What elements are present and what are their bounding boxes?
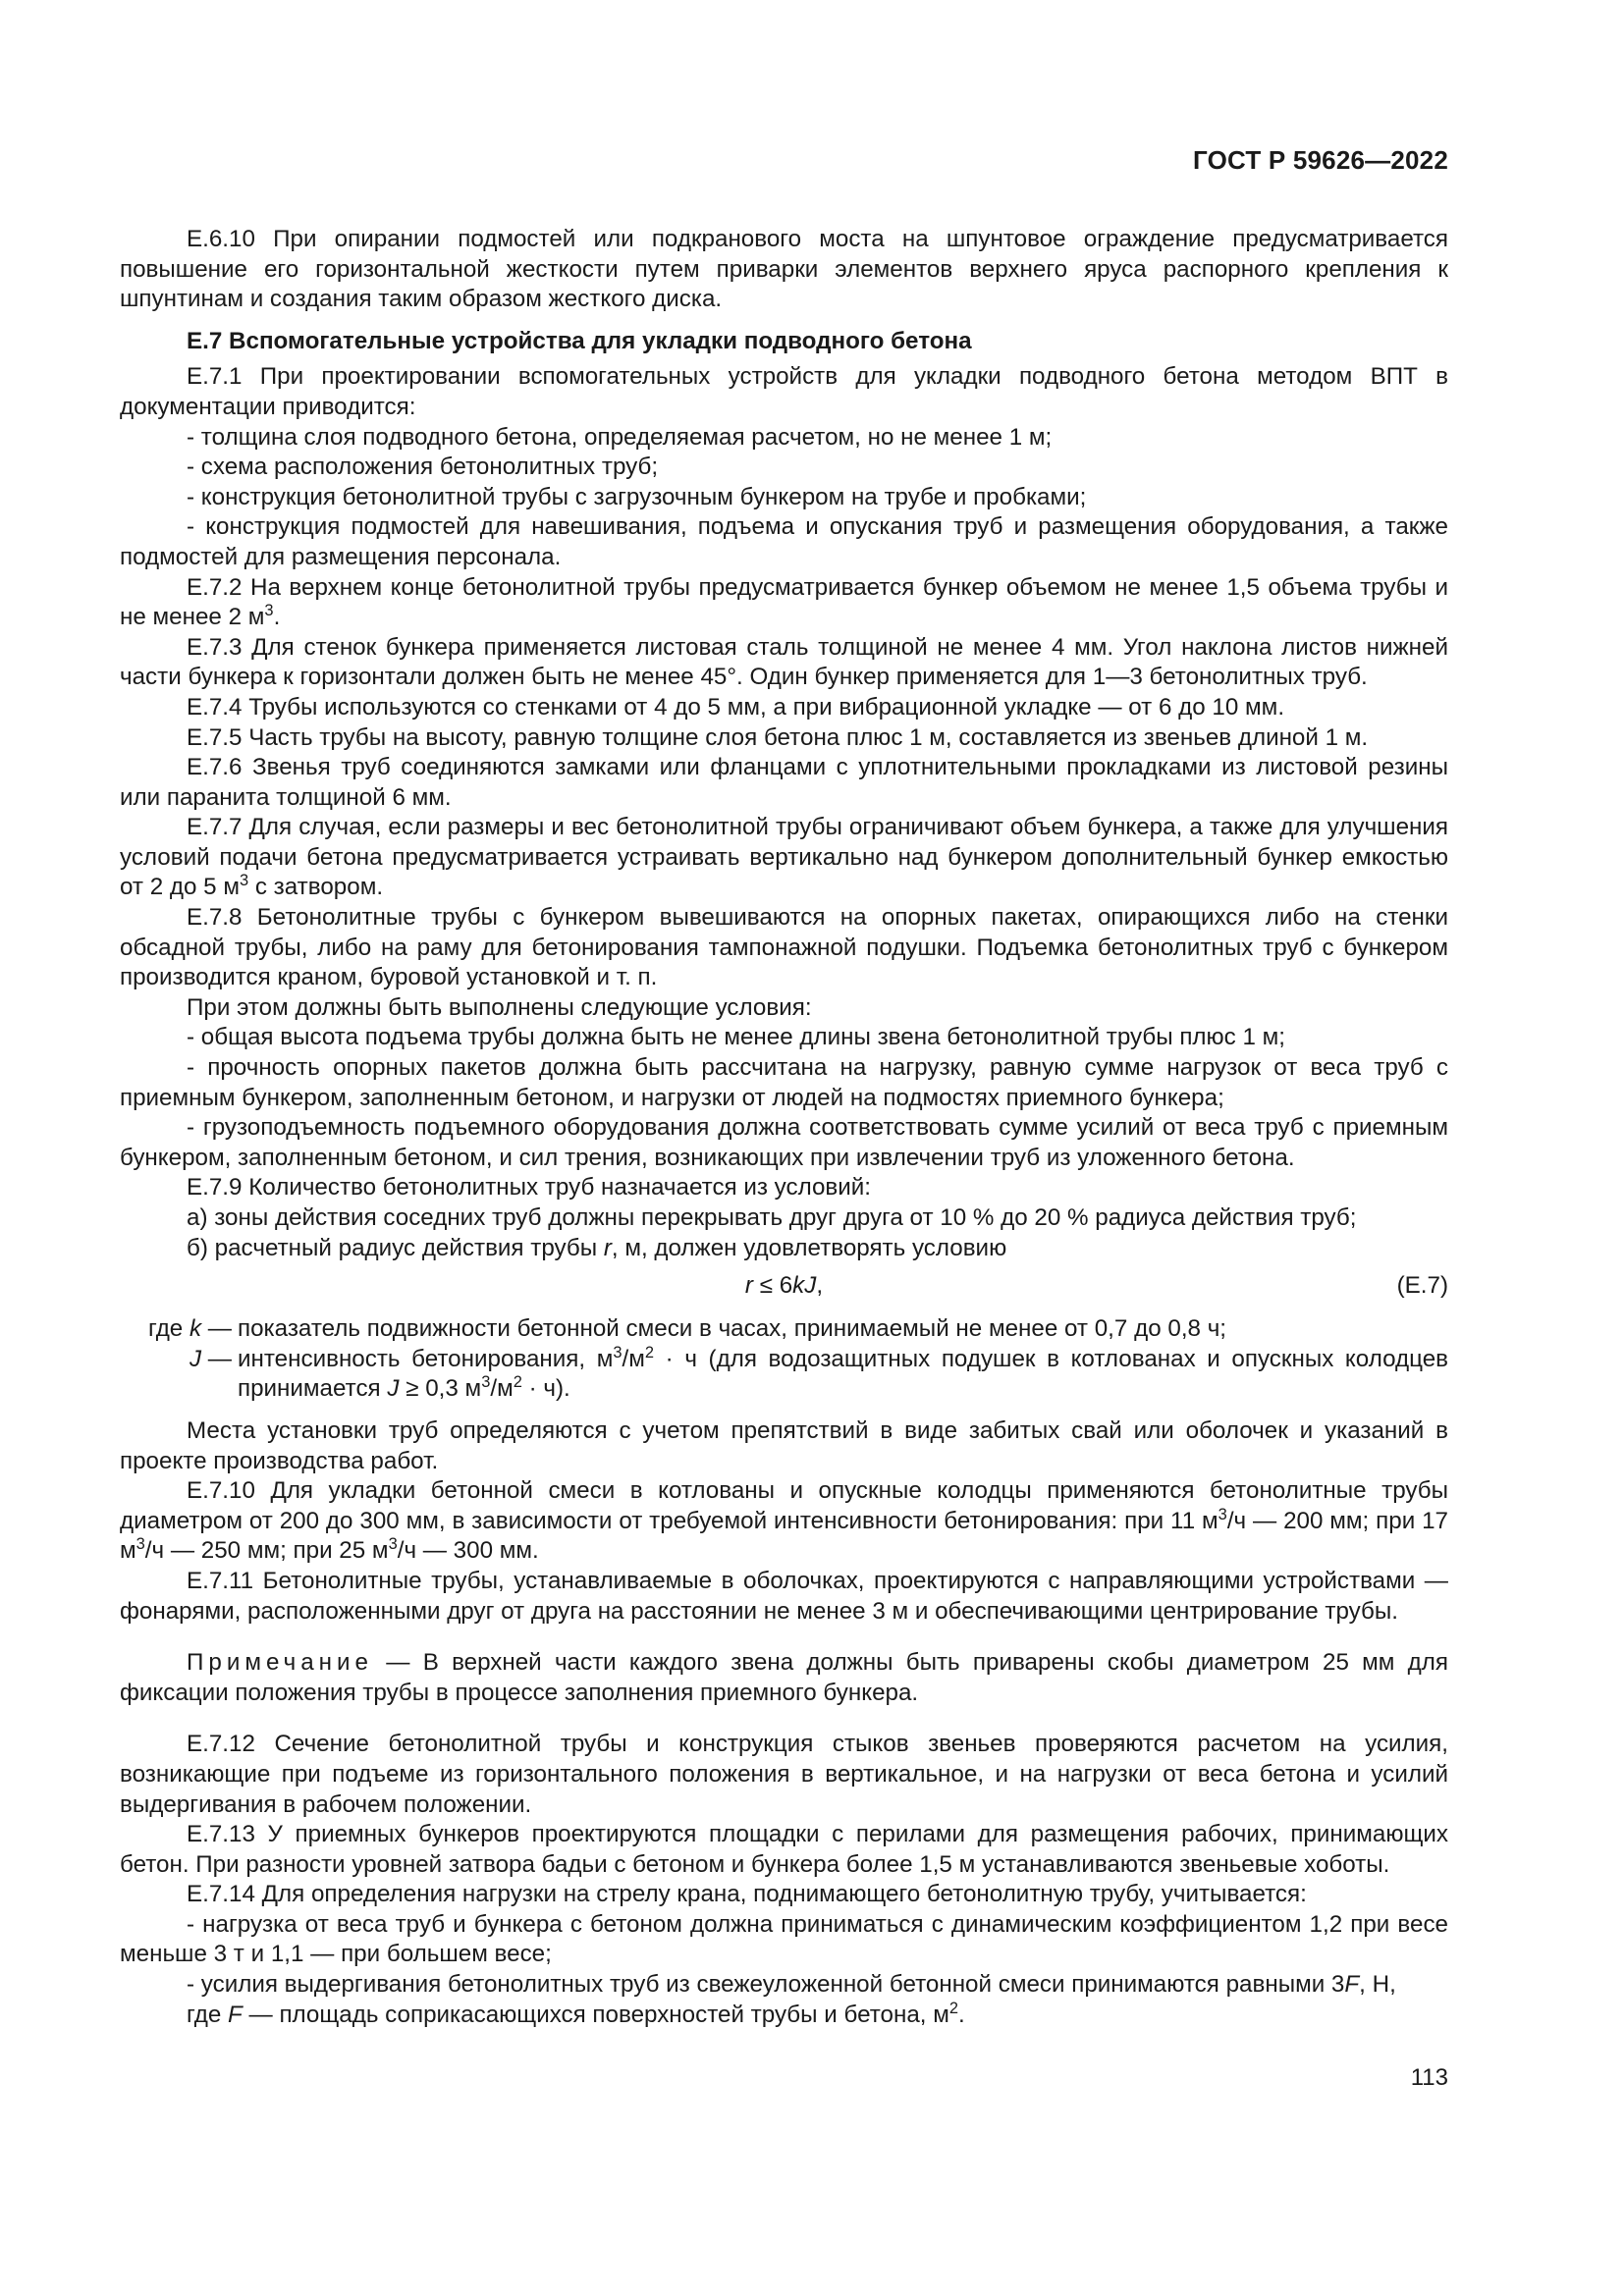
list-item: где F — площадь соприкасающихся поверхностей трубы и бетона, $м^2$. [187,1999,965,2028]
paragraph-e712: Е.7.12 Сечение бетонолитной трубы и конструкция стыков звеньев проверяются расчетом на усилия, возникающие при подъеме из горизонтального положения в вертикальное, и на нагрузки от веса бетона и усилий выдергивания в рабочем положении. [120,1731,1448,1818]
paragraph-e711: Е.7.11 Бетонолитные трубы, устанавливаемые в оболочках, проектируются с направляющими устройствами — фонарями, расположенными друг от друга на расстоянии не менее 3 м и обеспечивающими центрирование трубы. [120,1567,1448,1625]
list-item: - усилия выдергивания бетонолитных труб из свежеуложенной бетонной смеси принимаются равными 3F, Н, [187,1971,1396,1999]
paragraph-e78: Е.7.8 Бетонолитные трубы с бункером вывешиваются на опорных пакетах, опирающихся либо на стенки обсадной трубы, либо на раму для бетонирования тампонажной подушки. Подъемка бетонолитных труб с бункером производится краном, буровой установкой и т. п. [120,904,1448,991]
list-item: - нагрузка от веса труб и бункера с бетоном должна приниматься с динамическим коэффициентом 1,2 при весе меньше 3 т и 1,1 — при большем весе; [120,1910,1448,1968]
paragraph-e79: Е.7.9 Количество бетонолитных труб назначается из условий: [187,1174,872,1201]
formula-legend [120,1314,1448,1405]
paragraph-e73: Е.7.3 Для стенок бункера применяется листовая сталь толщиной не менее 4 мм. Угол наклона листов нижней части бункера к горизонтали должен быть не менее 45°. Один бункер применяется для 1—3 бетонолитных труб. [120,633,1448,691]
paragraph-e72: Е.7.2 На верхнем конце бетонолитной трубы предусматривается бункер объемом не менее 1,5 объема трубы и не менее 2 $м^3$. [120,573,1448,631]
note-label: Примечание [187,1649,373,1677]
paragraph-e714: Е.7.14 Для определения нагрузки на стрелу крана, поднимающего бетонолитную трубу, учитывается: [187,1881,1307,1908]
list-item: - прочность опорных пакетов должна быть рассчитана на нагрузку, равную сумме нагрузок от веса труб с приемным бункером, заполненным бетоном, и нагрузки от людей на подмостях приемного бункера; [120,1054,1448,1111]
list-item: а) зоны действия соседних труб должны перекрывать друг друга от 10 % до 20 % радиуса действия труб; [187,1204,1357,1231]
list-item: - толщина слоя подводного бетона, определяемая расчетом, но не менее 1 м; [187,423,1053,451]
paragraph-e710: Е.7.10 Для укладки бетонной смеси в котлованы и опускные колодцы применяются бетонолитные трубы диаметром от 200 до 300 мм, в зависимости от требуемой интенсивности бетонирования: при 11 $м^3/ч$ — 200 мм; при 17 $м^3/ч$ — 250 мм; при 25 $м^3/ч$ — 300 мм. [120,1477,1448,1565]
paragraph-e75: Е.7.5 Часть трубы на высоту, равную толщине слоя бетона плюс 1 м, составляется из звеньев длиной 1 м. [187,723,1369,751]
paragraph-e71: Е.7.1 При проектировании вспомогательных устройств для укладки подводного бетона методом ВПТ в документации приводится: [120,363,1448,420]
legend-definition-j: интенсивность бетонирования, $м^3/м^2 \cdot ч$ (для водозащитных подушек в котлованах и опускных колодцев принимается J ≥ 0,3 $м^3/м^2 \cdot ч$). [238,1343,1448,1403]
paragraph-e713: Е.7.13 У приемных бункеров проектируются площадки с перилами для размещения рабочих, принимающих бетон. При разности уровней затвора бадьи с бетоном и бункера более 1,5 м устанавливаются звеньевые хоботы. [120,1821,1448,1878]
legend-definition-k: показатель подвижности бетонной смеси в часах, принимаемый не менее от 0,7 до 0,8 ч; [238,1315,1227,1343]
document-body [120,225,1448,2030]
paragraph-e610: Е.6.10 При опирании подмостей или подкранового моста на шпунтовое ограждение предусматривается повышение его горизонтальной жесткости путем приварки элементов верхнего яруса распорного крепления к шпунтинам и создания таким образом жесткого диска. [120,226,1448,313]
legend-symbol-k: где k — [147,1315,232,1343]
document-header: ГОСТ Р 59626—2022 [1193,145,1448,175]
paragraph-e77: Е.7.7 Для случая, если размеры и вес бетонолитной трубы ограничивают объем бункера, а также для улучшения условий подачи бетона предусматривается устраивать вертикально над бункером дополнительный бункер емкостью от 2 до 5 $м^3$ с затвором. [120,814,1448,901]
list-item: - конструкция бетонолитной трубы с загрузочным бункером на трубе и пробками; [187,483,1087,510]
list-item: б) расчетный радиус действия трубы r, м, должен удовлетворять условию [187,1234,1007,1261]
list-item: - общая высота подъема трубы должна быть не менее длины звена бетонолитной трубы плюс 1 м; [187,1024,1286,1051]
formula-expression: r ≤ 6kJ, [744,1272,824,1300]
list-item: - конструкция подмостей для навешивания, подъема и опускания труб и размещения оборудования, а также подмостей для размещения персонала. [120,513,1448,570]
paragraph-places: Места установки труб определяются с учетом препятствий в виде забитых свай или оболочек и указаний в проекте производства работ. [120,1416,1448,1474]
paragraph-e74: Е.7.4 Трубы используются со стенками от 4 до 5 мм, а при вибрационной укладке — от 6 до 10 мм. [187,693,1285,721]
paragraph-e78-conditions: При этом должны быть выполнены следующие условия: [187,993,812,1021]
list-item: - грузоподъемность подъемного оборудования должна соответствовать сумме усилий от веса труб с приемным бункером, заполненным бетоном, и сил трения, возникающих при извлечении труб из уложенного бетона. [120,1114,1448,1171]
paragraph-e76: Е.7.6 Звенья труб соединяются замками или фланцами с уплотнительными прокладками из листовой резины или паранита толщиной 6 мм. [120,754,1448,811]
formula-number: (Е.7) [1396,1272,1448,1300]
page-number: 113 [1410,2064,1448,2091]
list-item: - схема расположения бетонолитных труб; [187,454,659,481]
note: Примечание — В верхней части каждого звена должны быть приварены скобы диаметром 25 мм для фиксации положения трубы в процессе заполнения приемного бункера. [120,1649,1448,1706]
formula-e7 [120,1265,1448,1308]
legend-symbol-j: J — [189,1345,232,1372]
section-heading-e7: Е.7 Вспомогательные устройства для укладки подводного бетона [187,327,972,354]
